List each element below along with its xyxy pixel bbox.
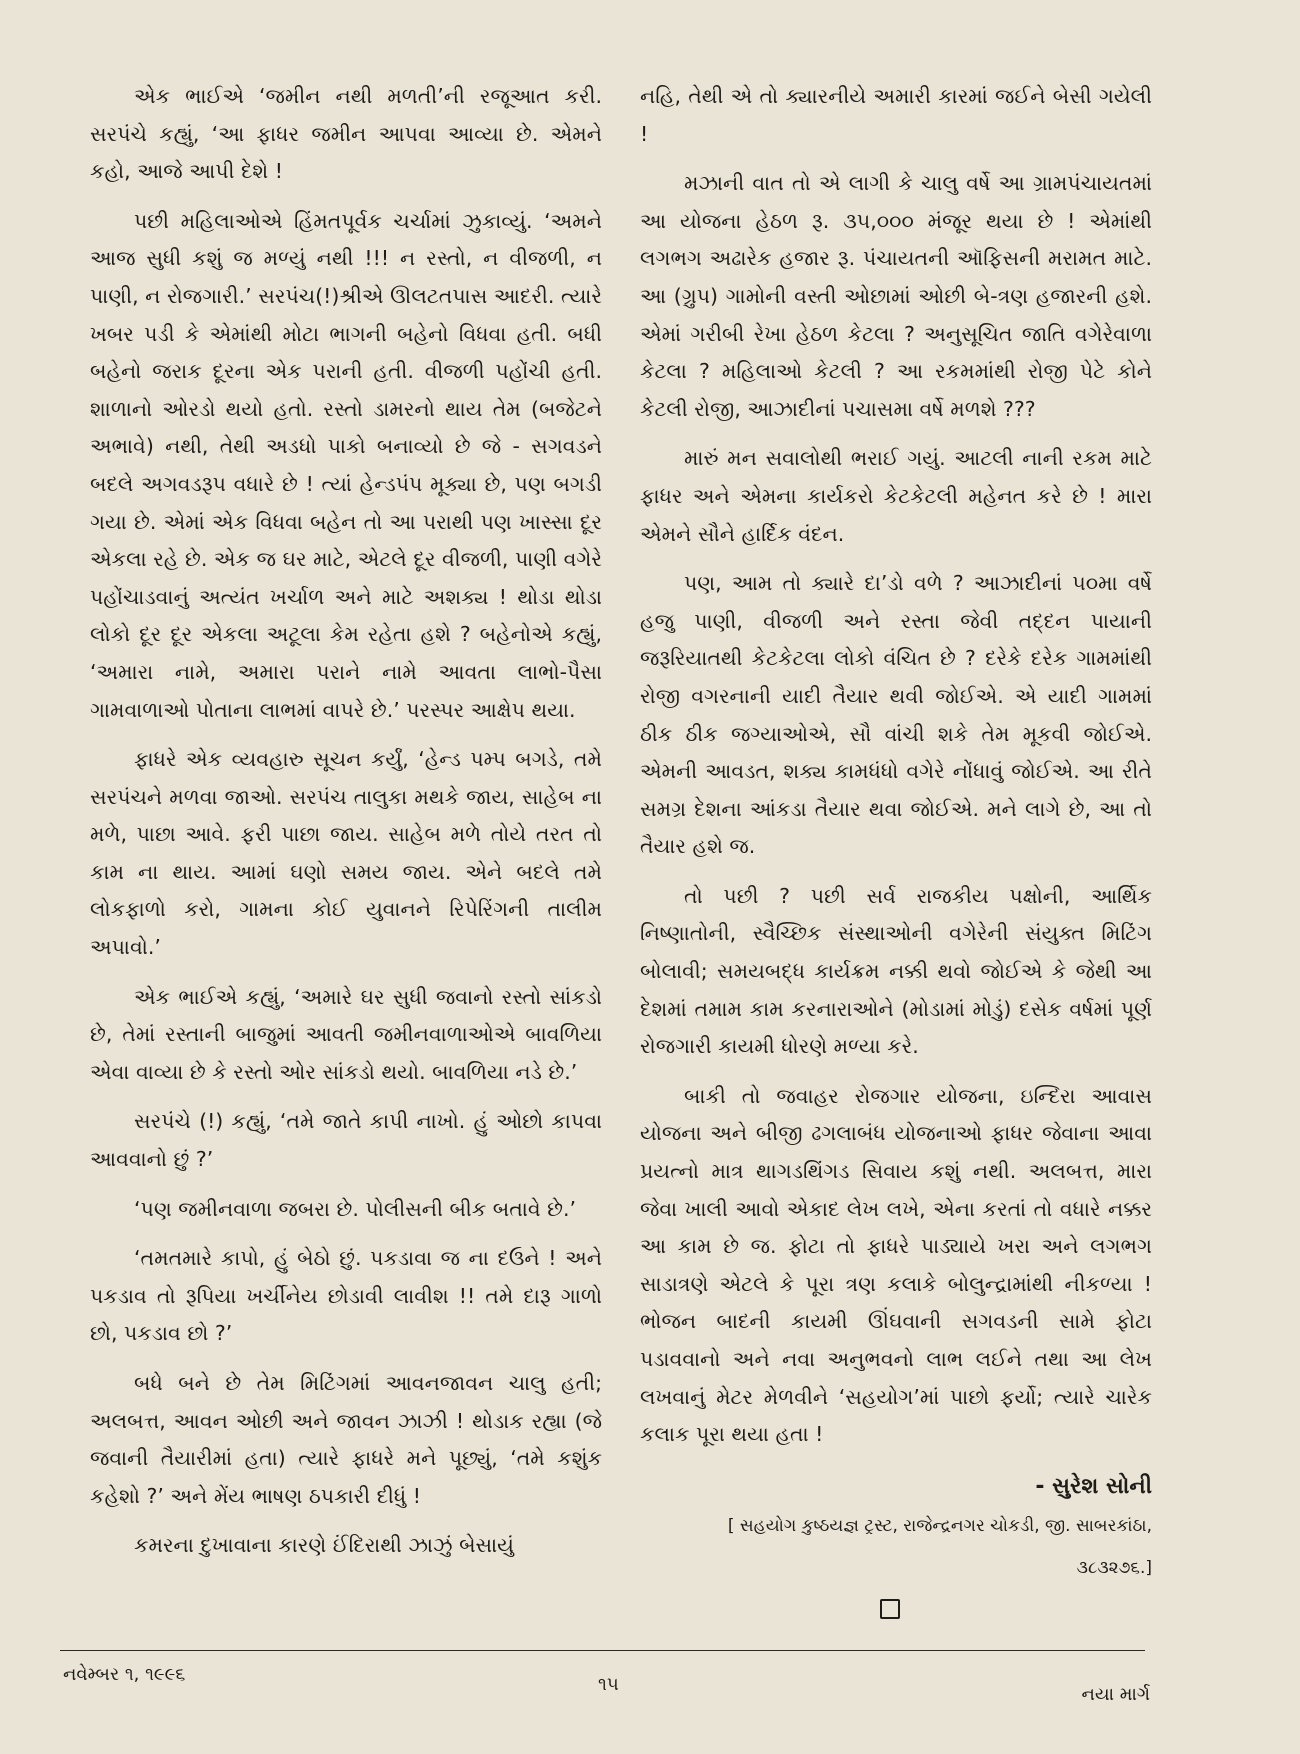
paragraph: બાકી તો જવાહર રોજગાર યોજના, ઇન્દિરા આવાસ યોજના અને બીજી ઢગલાબંધ યોજનાઓ ફાધર જેવાના આવા પ્રયત્નો માત્ર થાગડથિંગડ સિવાય કશું નથી. અલબત્ત, મારા જેવા ખાલી આવો એકાદ લેખ લખે, એના કરતાં તો વધારે નક્કર આ કામ છે જ. ફોટા તો ફાધરે પાડ્યાયે ખરા અને લગભગ સાડાત્રણે એટલે કે પૂરા ત્રણ કલાકે બોલુન્દ્રામાંથી નીકળ્યા ! ભોજન બાદની કાયમી ઊંઘવાની સગવડની સામે ફોટા પડાવવાનો અને નવા અનુભવનો લાભ લઈને તથા આ લેખ લખવાનું મેટર મેળવીને ‘સહયોગ’માં પાછો ફર્યો; ત્યારે ચારેક કલાક પૂરા થયા હતા !: [640, 1083, 1152, 1447]
right-column: [640, 78, 1152, 1619]
left-column: [90, 78, 602, 1577]
paragraph: પણ, આમ તો ક્યારે દા’ડો વળે ? આઝાદીનાં ૫૦મા વર્ષે હજુ પાણી, વીજળી અને રસ્તા જેવી તદ્દન પાયાની જરૂરિયાતથી કેટકેટલા લોકો વંચિત છે ? દરેકે દરેક ગામમાંથી રોજી વગરનાની યાદી તૈયાર થવી જોઈએ. એ યાદી ગામમાં ઠીક ઠીક જગ્યાઓએ, સૌ વાંચી શકે તેમ મૂકવી જોઈએ. એમની આવડત, શક્ય કામધંધો વગેરે નોંધાવું જોઈએ. આ રીતે સમગ્ર દેશના આંકડા તૈયાર થવા જોઈએ. મને લાગે છે, આ તો તૈયાર હશે જ.: [640, 571, 1152, 859]
paragraph: સરપંચે (!) કહ્યું, ‘તમે જાતે કાપી નાખો. હું ઓછો કાપવા આવવાનો છું ?’: [90, 1109, 602, 1172]
paragraph: પછી મહિલાઓએ હિંમતપૂર્વક ચર્ચામાં ઝુકાવ્યું. ‘અમને આજ સુધી કશું જ મળ્યું નથી !!! ન રસ્તો, ન વીજળી, ન પાણી, ન રોજગારી.’ સરપંચ(!)શ્રીએ ઊલટતપાસ આદરી. ત્યારે ખબર પડી કે એમાંથી મોટા ભાગની બહેનો વિધવા હતી. બધી બહેનો જરાક દૂરના એક પરાની હતી. વીજળી પહોંચી હતી. શાળાનો ઓરડો થયો હતો. રસ્તો ડામરનો થાય તેમ (બજેટને અભાવે) નથી, તેથી અડધો પાકો બનાવ્યો છે જે - સગવડને બદલે અગવડરૂપ વધારે છે ! ત્યાં હેન્ડપંપ મૂક્યા છે, પણ બગડી ગયા છે. એમાં એક વિધવા બહેન તો આ પરાથી પણ ખાસ્સા દૂર એકલા રહે છે. એક જ ઘર માટે, એટલે દૂર વીજળી, પાણી વગેરે પહોંચાડવાનું અત્યંત ખર્ચાળ અને માટે અશક્ય ! થોડા થોડા લોકો દૂર દૂર એકલા અટૂલા કેમ રહેતા હશે ? બહેનોએ કહ્યું, ‘અમારા નામે, અમારા પરાને નામે આવતા લાભો-પૈસા ગામવાળાઓ પોતાના લાભમાં વાપરે છે.’ પરસ્પર આક્ષેપ થયા.: [90, 208, 602, 722]
paragraph: ‘તમતમારે કાપો, હું બેઠો છું. પકડાવા જ ના દઉને ! અને પકડાવ તો રૂપિયા ખર્ચીનેય છોડાવી લાવીશ !! તમે દારૂ ગાળો છો, પકડાવ છો ?’: [90, 1246, 602, 1346]
footer-divider: [60, 1650, 1145, 1651]
page-number: ૧૫: [598, 1674, 619, 1695]
author-signature: - સુરેશ સોની: [1035, 1473, 1152, 1499]
author-address-pin: ૩૮૩૨૭૬.]: [1076, 1558, 1152, 1579]
paragraph: તો પછી ? પછી સર્વ રાજકીય પક્ષોની, આર્થિક નિષ્ણાતોની, સ્વૈચ્છિક સંસ્થાઓની વગેરેની સંયુક્ત મિટિંગ બોલાવી; સમયબદ્ધ કાર્યક્રમ નક્કી થવો જોઈએ કે જેથી આ દેશમાં તમામ કામ કરનારાઓને (મોડામાં મોડું) દસેક વર્ષમાં પૂર્ણ રોજગારી કાયમી ધોરણે મળ્યા કરે.: [640, 883, 1152, 1059]
paragraph: ફાધરે એક વ્યવહારુ સૂચન કર્યું, ‘હેન્ડ પમ્પ બગડે, તમે સરપંચને મળવા જાઓ. સરપંચ તાલુકા મથકે જાય, સાહેબ ના મળે, પાછા આવે. ફરી પાછા જાય. સાહેબ મળે તોયે તરત તો કામ ના થાય. આમાં ઘણો સમય જાય. એને બદલે તમે લોકફાળો કરો, ગામના કોઈ યુવાનને રિપેરિંગની તાલીમ અપાવો.’: [90, 747, 602, 960]
issue-date: નવેમ્બર ૧, ૧૯૯૬: [63, 1664, 186, 1685]
paragraph: એક ભાઈએ કહ્યું, ‘અમારે ઘર સુધી જવાનો રસ્તો સાંકડો છે, તેમાં રસ્તાની બાજુમાં આવતી જમીનવાળાઓએ બાવળિયા એવા વાવ્યા છે કે રસ્તો ઓર સાંકડો થયો. બાવળિયા નડે છે.’: [90, 984, 602, 1084]
continued-paragraph: નહિ, તેથી એ તો ક્યારનીયે અમારી કારમાં જઈને બેસી ગયેલી !: [640, 84, 1152, 146]
paragraph: મઝાની વાત તો એ લાગી કે ચાલુ વર્ષે આ ગ્રામપંચાયતમાં આ યોજના હેઠળ રૂ. ૩૫,૦૦૦ મંજૂર થયા છે ! એમાંથી લગભગ અઢારેક હજાર રૂ. પંચાયતની ઑફિસની મરામત માટે. આ (ગ્રુપ) ગામોની વસ્તી ઓછામાં ઓછી બે-ત્રણ હજારની હશે. એમાં ગરીબી રેખા હેઠળ કેટલા ? અનુસૂચિત જાતિ વગેરેવાળા કેટલા ? મહિલાઓ કેટલી ? આ રકમમાંથી રોજી પેટે કોને કેટલી રોજી, આઝાદીનાં પચાસમા વર્ષે મળશે ???: [640, 171, 1152, 421]
paragraph: મારું મન સવાલોથી ભરાઈ ગયું. આટલી નાની રકમ માટે ફાધર અને એમના કાર્યકરો કેટકેટલી મહેનત કરે છે ! મારા એમને સૌને હાર્દિક વંદન.: [640, 446, 1152, 546]
paragraph: ‘પણ જમીનવાળા જબરા છે. પોલીસની બીક બતાવે છે.’: [134, 1196, 577, 1221]
paragraph: બધે બને છે તેમ મિટિંગમાં આવનજાવન ચાલુ હતી; અલબત્ત, આવન ઓછી અને જાવન ઝાઝી ! થોડાક રહ્યા (જે જવાની તૈયારીમાં હતા) ત્યારે ફાધરે મને પૂછ્યું, ‘તમે કશુંક કહેશો ?’ અને મેંય ભાષણ ઠપકારી દીધું !: [90, 1371, 602, 1508]
magazine-name: નયા માર્ગ: [1081, 1684, 1150, 1705]
author-address: [ સહયોગ કુષ્ઠયજ્ઞ ટ્રસ્ટ, રાજેન્દ્રનગર ચોકડી, જી. સાબરકાંઠા,: [727, 1516, 1152, 1537]
end-of-article-box-icon: [880, 1599, 900, 1619]
paragraph: એક ભાઈએ ‘જમીન નથી મળતી’ની રજૂઆત કરી. સરપંચે કહ્યું, ‘આ ફાધર જમીન આપવા આવ્યા છે. એમને કહો, આજે આપી દેશે !: [90, 84, 602, 184]
paragraph: કમરના દુખાવાના કારણે ઈંદિરાથી ઝાઝું બેસાયું: [134, 1533, 514, 1558]
